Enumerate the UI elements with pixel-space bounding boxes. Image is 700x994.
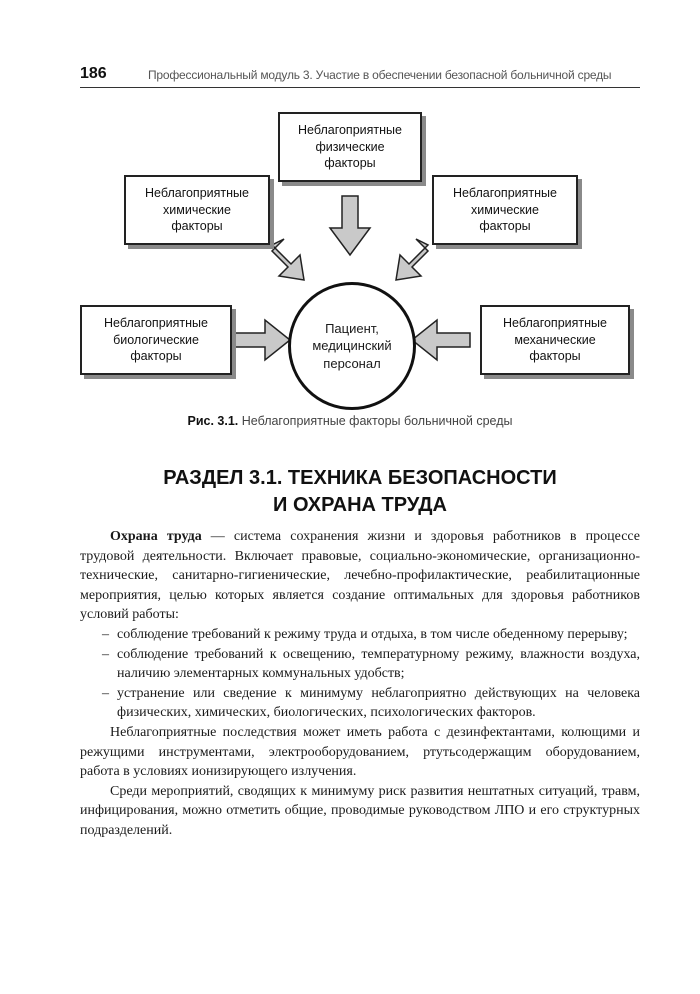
page-header (80, 63, 640, 88)
requirements-list (80, 625, 640, 723)
intro-paragraph (80, 527, 640, 625)
section-title-line1: РАЗДЕЛ 3.1. ТЕХНИКА БЕЗОПАСНОСТИ (163, 467, 557, 489)
arrow-diag-right (396, 239, 428, 280)
center-label: Пациент, медицинский персонал (312, 320, 392, 371)
list-item-text: соблюдение требований к освещению, температурному режиму, влажности воздуха, наличию элементарных коммунальных удобств; (117, 646, 640, 682)
list-dash: – (102, 626, 109, 642)
box-mechanical-factors (480, 305, 630, 375)
box-chemical-left-label: Неблагоприятные химические факторы (145, 185, 249, 234)
list-item (80, 645, 640, 684)
arrow-down (330, 196, 370, 255)
list-item-text: соблюдение требований к режиму труда и отдыха, в том числе обеденному перерыву; (117, 626, 628, 642)
box-chemical-factors-right (432, 175, 578, 245)
list-dash: – (102, 646, 109, 662)
arrow-left (232, 320, 290, 360)
page-number: 186 (80, 65, 107, 82)
box-physical-label: Неблагоприятные физические факторы (298, 122, 402, 171)
box-physical-factors (278, 112, 422, 182)
body-text (80, 527, 640, 841)
box-biological-factors (80, 305, 232, 375)
arrow-right (412, 320, 470, 360)
caption-label: Рис. 3.1. (187, 414, 239, 428)
box-chemical-factors-left (124, 175, 270, 245)
box-biological-label: Неблагоприятные биологические факторы (104, 315, 208, 364)
box-chemical-right-label: Неблагоприятные химические факторы (453, 185, 557, 234)
caption-text: Неблагоприятные факторы больничной среды (238, 414, 513, 428)
arrow-diag-left (272, 239, 304, 280)
list-item-text: устранение или сведение к минимуму неблагоприятно действующих на человека физических, химических, биологических, психологических факторов. (117, 685, 640, 721)
intro-text: — система сохранения жизни и здоровья работников в процессе трудовой деятельности. Включает правовые, социально-экономические, организационно-технические, санитарно-гигиенические, лечебно-профилактические, реабилитационные мероприятия, целью которых является создание оптимальных для здоровья работников условий работы: (80, 529, 641, 623)
list-item (80, 625, 640, 645)
center-patient-staff (288, 282, 416, 410)
figure-caption (0, 414, 700, 428)
list-dash: – (102, 685, 109, 701)
section-title-line2: И ОХРАНА ТРУДА (273, 494, 447, 516)
section-title (80, 465, 640, 519)
intro-term: Охрана труда (110, 529, 202, 544)
factors-diagram (0, 100, 700, 410)
list-item (80, 684, 640, 723)
paragraph-measures: Среди мероприятий, сводящих к минимуму риск развития нештатных ситуаций, травм, инфицирования, можно отметить общие, проводимые руководством ЛПО и его структурных подразделений. (80, 783, 640, 838)
paragraph-consequences: Неблагоприятные последствия может иметь работа с дезинфектантами, колющими и режущими инструментами, электрооборудованием, ртутьсодержащим оборудованием, работа в условиях ионизирующего излучения. (80, 724, 640, 780)
box-mechanical-label: Неблагоприятные механические факторы (503, 315, 607, 364)
running-title: Профессиональный модуль 3. Участие в обеспечении безопасной больничной среды (148, 68, 612, 82)
